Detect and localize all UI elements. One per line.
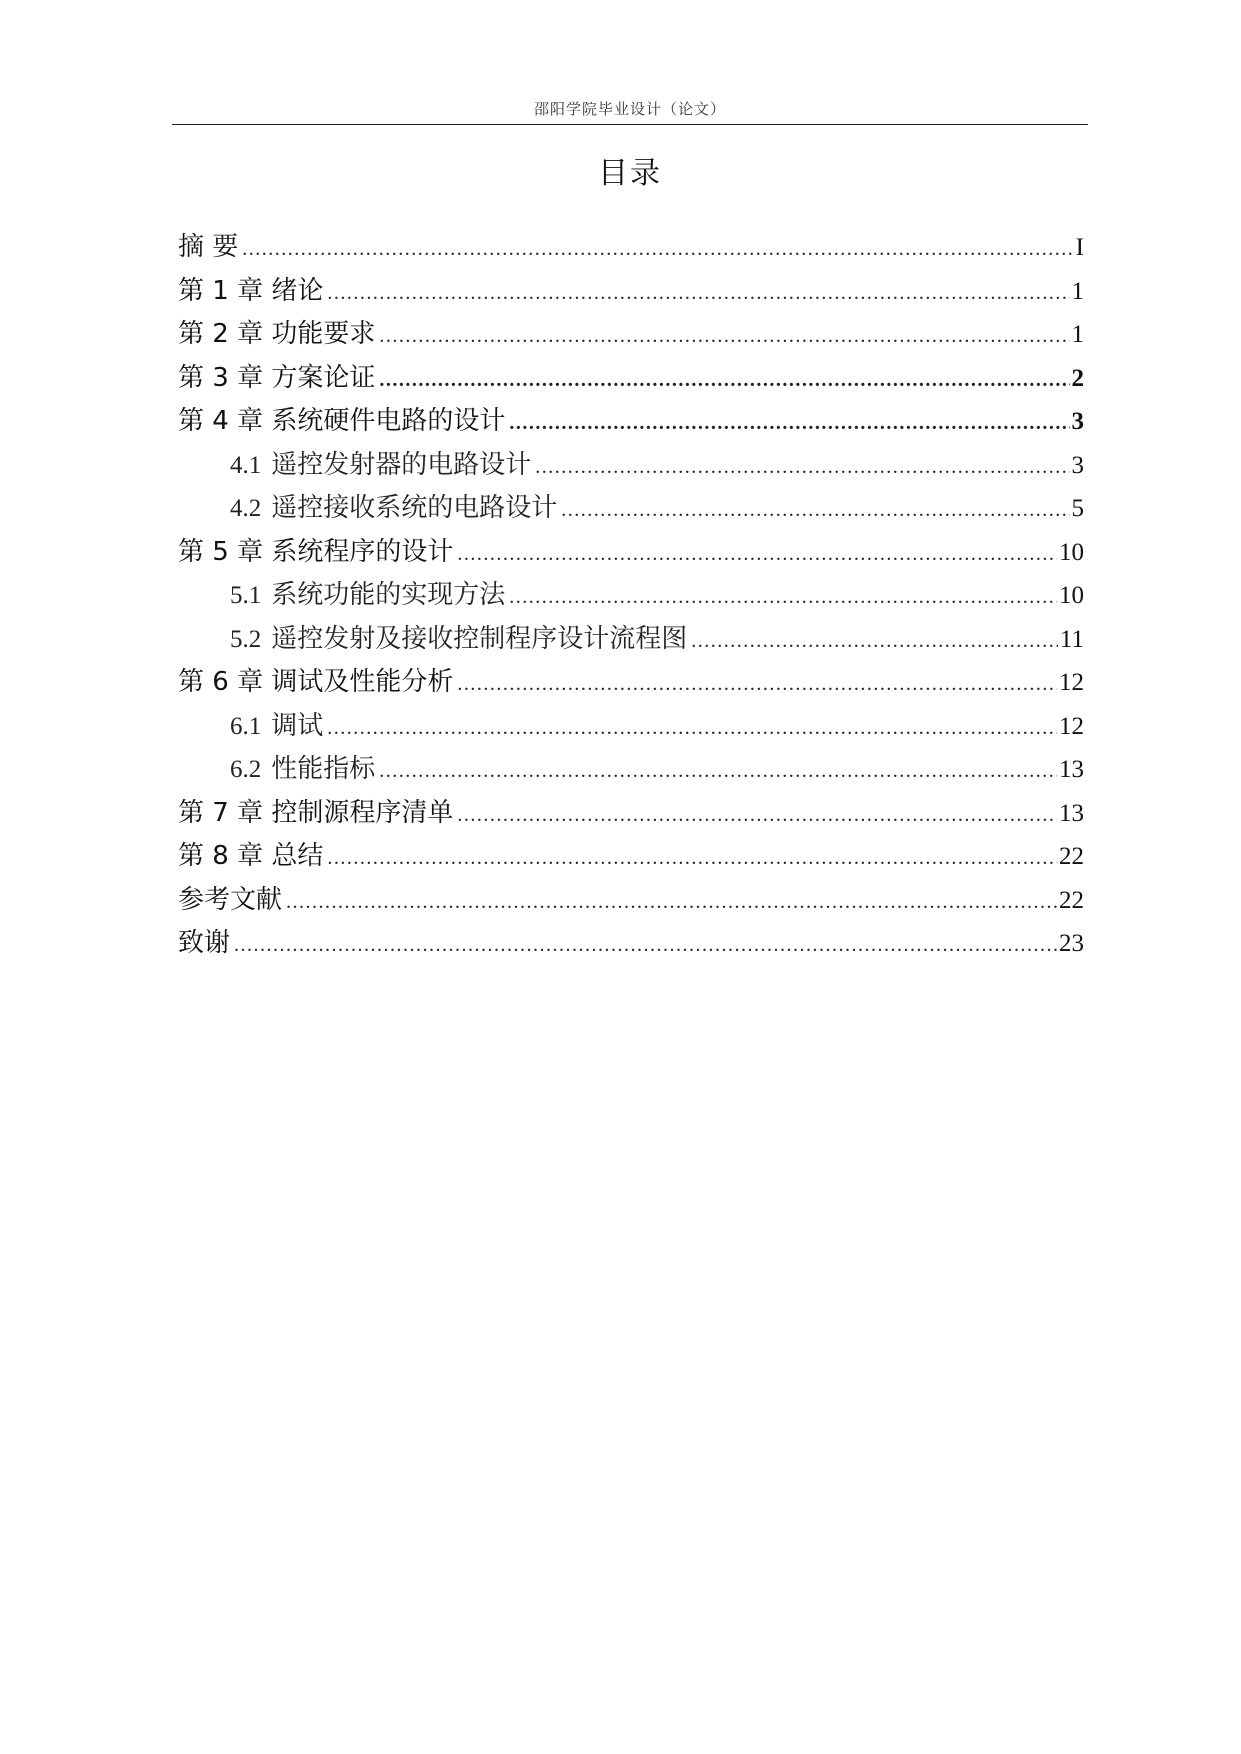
toc-subsection-entry[interactable] — [178, 705, 1084, 749]
toc-chapter-entry[interactable] — [178, 922, 1084, 966]
toc-page-number: 1 — [1071, 277, 1084, 305]
toc-entry-label — [178, 618, 687, 655]
toc-page-number: 12 — [1059, 712, 1084, 740]
toc-entry-label — [178, 661, 453, 698]
toc-dot-leader — [379, 760, 1057, 783]
header-rule — [172, 124, 1088, 125]
toc-entry-text: 第 8 章 总结 — [178, 841, 324, 871]
toc-entry-text: 第 6 章 调试及性能分析 — [178, 667, 454, 697]
toc-page-number: 13 — [1059, 756, 1084, 783]
toc-dot-leader — [509, 586, 1057, 609]
toc-entry-label — [178, 487, 557, 524]
toc-page-number: 2 — [1071, 364, 1084, 392]
toc-dot-leader — [286, 891, 1057, 914]
toc-dot-leader — [561, 499, 1069, 522]
toc-dot-leader — [234, 934, 1057, 957]
toc-chapter-entry[interactable] — [178, 792, 1084, 836]
toc-entry-label — [178, 400, 505, 437]
toc-entry-label — [178, 705, 323, 742]
toc-entry-label — [178, 226, 238, 263]
toc-page-number: 10 — [1059, 582, 1084, 609]
toc-dot-leader — [535, 456, 1069, 479]
toc-page-number: 3 — [1071, 451, 1084, 479]
toc-dot-leader — [327, 282, 1069, 305]
toc-chapter-entry[interactable] — [178, 661, 1084, 705]
toc-section-number: 4.2 — [230, 495, 262, 522]
toc-entry-label — [178, 444, 531, 481]
table-of-contents — [178, 226, 1084, 966]
toc-entry-text: 第 5 章 系统程序的设计 — [178, 536, 454, 567]
toc-entry-text: 遥控发射器的电路设计 — [271, 449, 532, 480]
toc-entry-text: 第 1 章 绪论 — [178, 275, 324, 306]
toc-entry-label — [178, 574, 505, 611]
toc-section-number: 6.2 — [230, 756, 262, 783]
toc-section-number: 5.1 — [230, 582, 262, 609]
toc-dot-leader — [457, 804, 1057, 827]
toc-subsection-entry[interactable] — [178, 574, 1084, 618]
running-header: 邵阳学院毕业设计（论文） — [533, 100, 726, 118]
toc-subsection-entry[interactable] — [178, 748, 1084, 792]
toc-page-number: 12 — [1059, 669, 1084, 696]
toc-dot-leader — [691, 630, 1058, 653]
toc-page-number: 1 — [1071, 321, 1084, 348]
toc-subsection-entry[interactable] — [178, 618, 1084, 662]
toc-dot-leader — [379, 325, 1069, 348]
toc-entry-label — [178, 835, 323, 872]
toc-entry-text: 第 7 章 控制源程序清单 — [178, 797, 454, 828]
toc-entry-text: 致谢 — [178, 928, 231, 958]
toc-dot-leader — [242, 238, 1073, 261]
toc-chapter-entry[interactable] — [178, 835, 1084, 879]
toc-title: 目录 — [598, 156, 662, 191]
toc-section-number: 4.1 — [230, 451, 262, 479]
toc-dot-leader — [327, 847, 1057, 870]
toc-subsection-entry[interactable] — [178, 444, 1084, 488]
toc-page-number: 5 — [1071, 495, 1084, 522]
toc-entry-text: 第 3 章 方案论证 — [178, 362, 376, 393]
toc-section-number: 5.2 — [230, 625, 262, 653]
toc-section-number: 6.1 — [230, 712, 262, 740]
toc-entry-text: 参考文献 — [178, 884, 283, 915]
toc-entry-label — [178, 879, 282, 916]
toc-entry-label — [178, 748, 375, 785]
toc-page-number: 22 — [1059, 843, 1084, 870]
toc-entry-label — [178, 792, 453, 829]
toc-entry-text: 第 4 章 系统硬件电路的设计 — [178, 406, 506, 436]
toc-chapter-entry[interactable] — [178, 226, 1084, 270]
toc-chapter-entry[interactable] — [178, 313, 1084, 357]
toc-entry-label — [178, 270, 323, 307]
toc-entry-text: 遥控接收系统的电路设计 — [271, 493, 558, 523]
toc-entry-label — [178, 531, 453, 568]
toc-page-number: 11 — [1059, 625, 1084, 653]
toc-page-number: 3 — [1071, 408, 1084, 435]
toc-dot-leader — [327, 717, 1057, 740]
toc-page-number: 22 — [1059, 886, 1084, 914]
toc-entry-text: 性能指标 — [271, 754, 376, 784]
toc-entry-text: 第 2 章 功能要求 — [178, 319, 376, 349]
toc-dot-leader — [509, 412, 1069, 435]
toc-entry-label — [178, 313, 375, 350]
toc-entry-label — [178, 357, 375, 394]
toc-entry-text: 系统功能的实现方法 — [271, 580, 506, 610]
toc-page-number: I — [1075, 234, 1084, 261]
toc-entry-text: 遥控发射及接收控制程序设计流程图 — [271, 623, 688, 654]
toc-dot-leader — [457, 673, 1057, 696]
toc-entry-label — [178, 922, 230, 959]
toc-page-number: 13 — [1059, 799, 1084, 827]
toc-chapter-entry[interactable] — [178, 400, 1084, 444]
toc-page-number: 23 — [1059, 930, 1084, 957]
toc-dot-leader — [457, 543, 1057, 566]
toc-chapter-entry[interactable] — [178, 270, 1084, 314]
toc-entry-text: 摘 要 — [178, 232, 239, 262]
toc-dot-leader — [379, 369, 1069, 392]
toc-entry-text: 调试 — [271, 710, 324, 741]
toc-chapter-entry[interactable] — [178, 357, 1084, 401]
toc-subsection-entry[interactable] — [178, 487, 1084, 531]
toc-page-number: 10 — [1059, 538, 1084, 566]
toc-chapter-entry[interactable] — [178, 879, 1084, 923]
toc-chapter-entry[interactable] — [178, 531, 1084, 575]
